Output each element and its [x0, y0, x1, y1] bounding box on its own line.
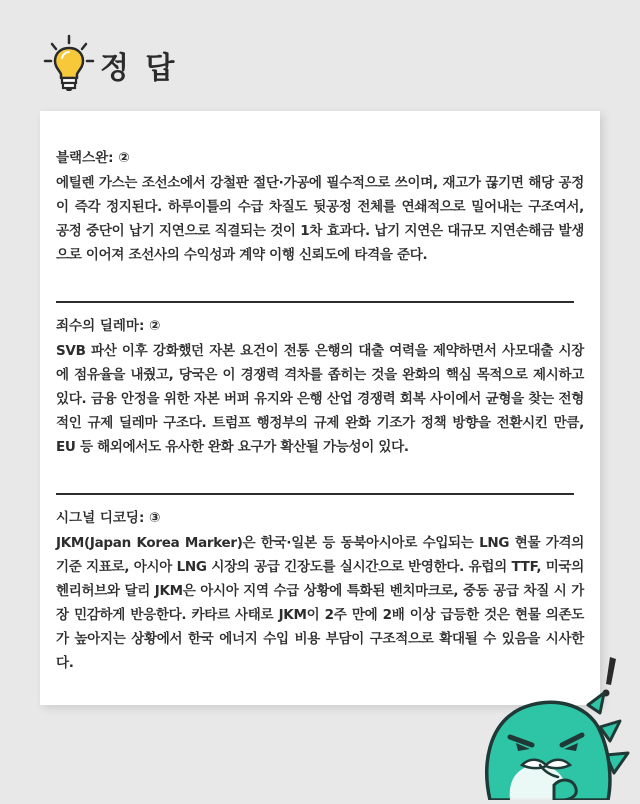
section-body: JKM(Japan Korea Marker)은 한국·일본 등 동북아시아로 수입되는 LNG 현물 가격의 기준 지표로, 아시아 LNG 시장의 공급 긴장도를 실시간으로 반영한다. 유럽의 TTF, 미국의 헨리허브와 달리 JKM은 아시아 지역 수급 상황에 특화된 벤치마크로, 중동 공급 차질 시 가장 민감하게 반응한다. 카타르 사태로 JKM이 2주 만에 2배 이상 급등한 것은 현물 의존도가 높아지는 상황에서 한국 에너지 수입 비용 부담이 구조적으로 확대될 수 있음을 시사한다. — [56, 535, 584, 671]
answer-section-black-swan — [56, 147, 584, 267]
section-title: 죄수의 딜레마: ② — [56, 318, 161, 334]
page-header — [42, 34, 177, 94]
section-title: 시그널 디코딩: ③ — [56, 510, 161, 526]
section-body: SVB 파산 이후 강화했던 자본 요건이 전통 은행의 대출 여력을 제약하면서 사모대출 시장에 점유율을 내줬고, 당국은 이 경쟁력 격차를 좁히는 것을 완화의 핵심 목적으로 제시하고 있다. 금융 안정을 위한 자본 버퍼 유지와 은행 산업 경쟁력 회복 사이에서 균형을 찾는 전형적인 규제 딜레마 구조다. 트럼프 행정부의 규제 완화 기조가 정책 방향을 전환시킨 만큼, EU 등 해외에서도 유사한 완화 요구가 확산될 가능성이 있다. — [56, 343, 584, 455]
lightbulb-icon — [42, 34, 96, 94]
section-body: 에틸렌 가스는 조선소에서 강철판 절단·가공에 필수적으로 쓰이며, 재고가 끊기면 해당 공정이 즉각 정지된다. 하루이틀의 수급 차질도 뒷공정 전체를 연쇄적으로 밀어내는 구조여서, 공정 중단이 납기 지연으로 직결되는 것이 1차 효과다. 납기 지연은 대규모 지연손해금 발생으로 이어져 조선사의 수익성과 계약 이행 신뢰도에 타격을 준다. — [56, 175, 584, 263]
dinosaur-mascot-icon — [470, 645, 640, 800]
section-title: 블랙스완: ② — [56, 150, 130, 166]
answer-section-prisoners-dilemma — [56, 315, 584, 459]
answer-card — [40, 111, 600, 705]
page-title: 정 답 — [100, 51, 178, 86]
section-divider — [56, 301, 574, 303]
section-divider — [56, 493, 574, 495]
